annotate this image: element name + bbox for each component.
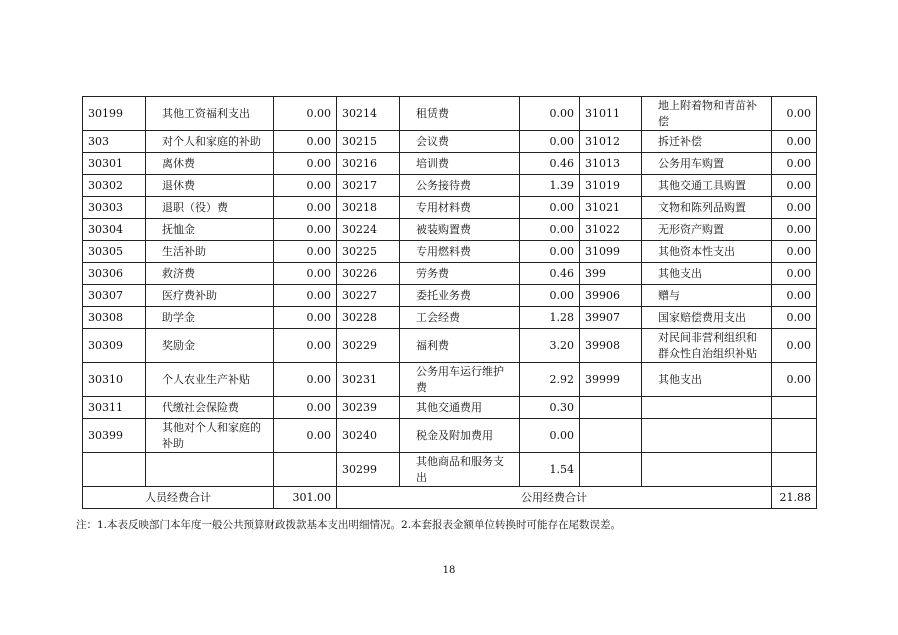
- name-1: 抚恤金: [146, 219, 274, 241]
- name-2: 公务接待费: [400, 175, 520, 197]
- code-1: 30301: [83, 153, 146, 175]
- name-1: 救济费: [146, 263, 274, 285]
- amount-3: 0.00: [772, 131, 817, 153]
- amount-3: 0.00: [772, 97, 817, 131]
- table-row: [83, 197, 817, 219]
- amount-1: 0.00: [274, 285, 337, 307]
- amount-2: 0.00: [520, 419, 580, 453]
- name-3: 文物和陈列品购置: [642, 197, 772, 219]
- name-3: 国家赔偿费用支出: [642, 307, 772, 329]
- amount-2: 0.00: [520, 219, 580, 241]
- code-1: 30310: [83, 363, 146, 397]
- name-1: [146, 453, 274, 487]
- amount-3: [772, 419, 817, 453]
- code-3: 399: [580, 263, 642, 285]
- name-2: 劳务费: [400, 263, 520, 285]
- name-3: 无形资产购置: [642, 219, 772, 241]
- amount-1: 0.00: [274, 397, 337, 419]
- code-2: 30239: [337, 397, 400, 419]
- code-2: 30224: [337, 219, 400, 241]
- code-2: 30214: [337, 97, 400, 131]
- name-2: 被装购置费: [400, 219, 520, 241]
- name-2: 会议费: [400, 131, 520, 153]
- table-row: [83, 131, 817, 153]
- table-row: [83, 97, 817, 131]
- code-3: 31019: [580, 175, 642, 197]
- amount-3: 0.00: [772, 285, 817, 307]
- name-3: 拆迁补偿: [642, 131, 772, 153]
- table-row: [83, 307, 817, 329]
- code-2: 30240: [337, 419, 400, 453]
- name-2: 其他商品和服务支出: [400, 453, 520, 487]
- amount-3: [772, 453, 817, 487]
- code-3: [580, 419, 642, 453]
- name-1: 对个人和家庭的补助: [146, 131, 274, 153]
- name-1: 其他对个人和家庭的补助: [146, 419, 274, 453]
- amount-1: 0.00: [274, 197, 337, 219]
- name-1: 个人农业生产补贴: [146, 363, 274, 397]
- amount-2: 3.20: [520, 329, 580, 363]
- amount-1: 0.00: [274, 219, 337, 241]
- name-2: 税金及附加费用: [400, 419, 520, 453]
- code-3: 39908: [580, 329, 642, 363]
- table-row: [83, 285, 817, 307]
- table-row: [83, 419, 817, 453]
- code-2: 30215: [337, 131, 400, 153]
- totals-row: [83, 487, 817, 509]
- name-2: 专用材料费: [400, 197, 520, 219]
- table-row: [83, 219, 817, 241]
- name-3: 公务用车购置: [642, 153, 772, 175]
- amount-3: 0.00: [772, 263, 817, 285]
- amount-3: 0.00: [772, 329, 817, 363]
- code-2: 30218: [337, 197, 400, 219]
- footnote: 注：1.本表反映部门本年度一般公共预算财政拨款基本支出明细情况。2.本套报表金额单位转换时可能存在尾数误差。: [76, 519, 622, 531]
- name-3: 赠与: [642, 285, 772, 307]
- table-body: [83, 97, 817, 487]
- table-row: [83, 329, 817, 363]
- amount-3: 0.00: [772, 241, 817, 263]
- code-3: 31012: [580, 131, 642, 153]
- amount-3: 0.00: [772, 153, 817, 175]
- amount-2: 0.00: [520, 131, 580, 153]
- code-3: 39907: [580, 307, 642, 329]
- personnel-total-label: 人员经费合计: [83, 487, 274, 509]
- code-1: 30309: [83, 329, 146, 363]
- amount-2: 1.39: [520, 175, 580, 197]
- name-2: 工会经费: [400, 307, 520, 329]
- amount-3: 0.00: [772, 363, 817, 397]
- expenditure-detail-table: [82, 96, 817, 509]
- amount-1: 0.00: [274, 307, 337, 329]
- name-3: 其他交通工具购置: [642, 175, 772, 197]
- amount-1: 0.00: [274, 363, 337, 397]
- amount-1: 0.00: [274, 131, 337, 153]
- code-3: [580, 397, 642, 419]
- name-2: 专用燃料费: [400, 241, 520, 263]
- amount-1: 0.00: [274, 241, 337, 263]
- name-3: 对民间非营利组织和群众性自治组织补贴: [642, 329, 772, 363]
- name-1: 退休费: [146, 175, 274, 197]
- code-1: 30308: [83, 307, 146, 329]
- name-3: 其他支出: [642, 363, 772, 397]
- code-1: 30304: [83, 219, 146, 241]
- amount-3: 0.00: [772, 197, 817, 219]
- code-1: 30303: [83, 197, 146, 219]
- name-2: 培训费: [400, 153, 520, 175]
- name-3: 其他支出: [642, 263, 772, 285]
- amount-3: 0.00: [772, 219, 817, 241]
- code-2: 30227: [337, 285, 400, 307]
- table-row: [83, 175, 817, 197]
- amount-1: 0.00: [274, 97, 337, 131]
- public-total-value: 21.88: [772, 487, 817, 509]
- code-1: 30199: [83, 97, 146, 131]
- name-3: [642, 397, 772, 419]
- amount-1: [274, 453, 337, 487]
- amount-2: 0.00: [520, 197, 580, 219]
- amount-2: 0.00: [520, 97, 580, 131]
- name-3: 地上附着物和青苗补偿: [642, 97, 772, 131]
- name-3: [642, 419, 772, 453]
- code-2: 30225: [337, 241, 400, 263]
- amount-1: 0.00: [274, 329, 337, 363]
- amount-1: 0.00: [274, 175, 337, 197]
- name-2: 租赁费: [400, 97, 520, 131]
- name-1: 生活补助: [146, 241, 274, 263]
- code-1: 30302: [83, 175, 146, 197]
- name-1: 代缴社会保险费: [146, 397, 274, 419]
- name-2: 公务用车运行维护费: [400, 363, 520, 397]
- amount-1: 0.00: [274, 153, 337, 175]
- amount-3: 0.00: [772, 175, 817, 197]
- name-2: 福利费: [400, 329, 520, 363]
- name-1: 退职（役）费: [146, 197, 274, 219]
- code-2: 30229: [337, 329, 400, 363]
- name-1: 助学金: [146, 307, 274, 329]
- code-3: [580, 453, 642, 487]
- code-3: 31011: [580, 97, 642, 131]
- name-3: 其他资本性支出: [642, 241, 772, 263]
- table-row: [83, 263, 817, 285]
- code-3: 31099: [580, 241, 642, 263]
- code-1: [83, 453, 146, 487]
- name-2: 委托业务费: [400, 285, 520, 307]
- table-row: [83, 397, 817, 419]
- amount-3: [772, 397, 817, 419]
- amount-2: 2.92: [520, 363, 580, 397]
- amount-2: 0.46: [520, 263, 580, 285]
- name-1: 奖励金: [146, 329, 274, 363]
- amount-2: 0.30: [520, 397, 580, 419]
- code-2: 30231: [337, 363, 400, 397]
- table-row: [83, 363, 817, 397]
- code-1: 30307: [83, 285, 146, 307]
- name-1: 其他工资福利支出: [146, 97, 274, 131]
- personnel-total-value: 301.00: [274, 487, 337, 509]
- public-total-label: 公用经费合计: [337, 487, 772, 509]
- amount-2: 0.00: [520, 285, 580, 307]
- amount-2: 0.46: [520, 153, 580, 175]
- code-3: 39906: [580, 285, 642, 307]
- amount-1: 0.00: [274, 263, 337, 285]
- amount-2: 1.28: [520, 307, 580, 329]
- amount-2: 0.00: [520, 241, 580, 263]
- code-2: 30299: [337, 453, 400, 487]
- name-3: [642, 453, 772, 487]
- code-3: 31022: [580, 219, 642, 241]
- code-1: 30305: [83, 241, 146, 263]
- name-1: 医疗费补助: [146, 285, 274, 307]
- code-3: 39999: [580, 363, 642, 397]
- code-1: 30311: [83, 397, 146, 419]
- code-1: 30306: [83, 263, 146, 285]
- amount-1: 0.00: [274, 419, 337, 453]
- code-2: 30217: [337, 175, 400, 197]
- code-1: 303: [83, 131, 146, 153]
- table-row: [83, 241, 817, 263]
- table-row: [83, 153, 817, 175]
- name-1: 离休费: [146, 153, 274, 175]
- code-2: 30226: [337, 263, 400, 285]
- code-3: 31013: [580, 153, 642, 175]
- table-row: [83, 453, 817, 487]
- code-2: 30216: [337, 153, 400, 175]
- code-3: 31021: [580, 197, 642, 219]
- name-2: 其他交通费用: [400, 397, 520, 419]
- code-2: 30228: [337, 307, 400, 329]
- amount-3: 0.00: [772, 307, 817, 329]
- page-number: 18: [442, 565, 456, 576]
- amount-2: 1.54: [520, 453, 580, 487]
- code-1: 30399: [83, 419, 146, 453]
